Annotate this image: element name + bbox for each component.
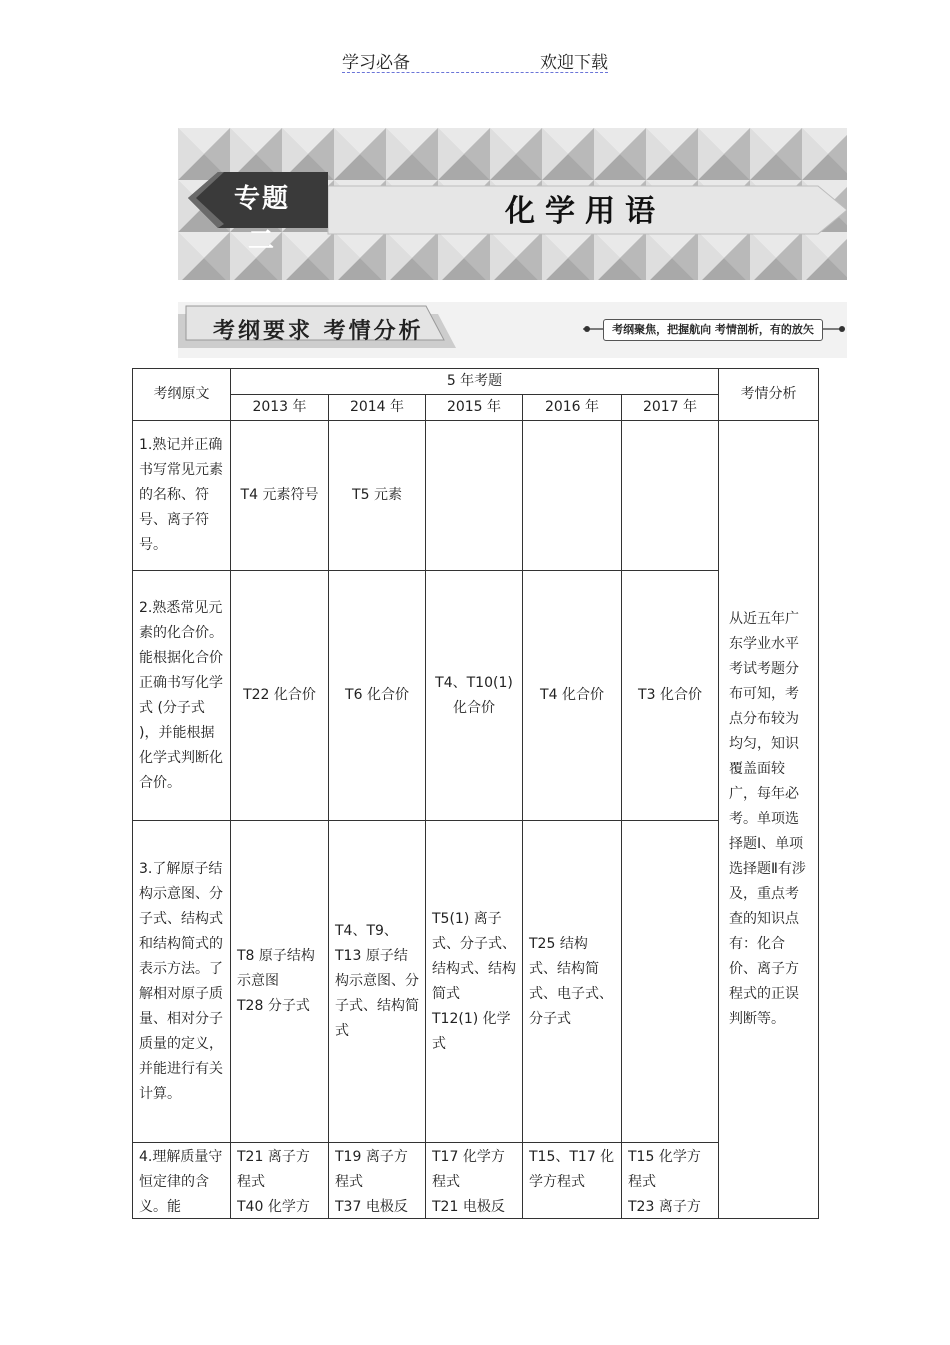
exam-analysis-table (132, 368, 819, 1219)
exam-cell: T25 结构式、结构简式、电子式、分子式 (523, 821, 622, 1143)
exam-cell: T3 化合价 (622, 571, 719, 821)
exam-cell (329, 1143, 426, 1219)
outline-cell: 2.熟悉常见元素的化合价。能根据化合价正确书写化学式 (分子式 )，并能根据化学式判断化合价。 (133, 571, 231, 821)
table-row (133, 571, 819, 821)
exam-cell: T4 元素符号 (231, 421, 329, 571)
header-left-text: 学习必备 (342, 53, 410, 73)
exam-text: T19 离子方程式 T37 电极反 (335, 1149, 408, 1215)
table-row (133, 821, 819, 1143)
exam-text: T15 化学方程式 T23 离子方 (628, 1149, 701, 1215)
exam-cell (523, 1143, 622, 1219)
section-tagline: 考纲聚焦，把握航向 考情剖析，有的放矢 (603, 319, 823, 341)
exam-cell (523, 421, 622, 571)
exam-cell (622, 1143, 719, 1219)
exam-text: T17 化学方程式 T21 电极反 (432, 1149, 505, 1215)
year-header: 2016 年 (523, 395, 622, 421)
outline-text: 4.理解质量守恒定律的含义。能 (139, 1149, 223, 1215)
header-five-year: 5 年考题 (231, 369, 719, 395)
exam-cell: T4 化合价 (523, 571, 622, 821)
year-header: 2017 年 (622, 395, 719, 421)
exam-cell: T8 原子结构示意图 T28 分子式 (231, 821, 329, 1143)
exam-cell (426, 1143, 523, 1219)
exam-cell (622, 421, 719, 571)
exam-text: T21 离子方程式 T40 化学方 (237, 1149, 310, 1215)
exam-cell: T5(1) 离子式、分子式、结构式、结构简式 T12(1) 化学式 (426, 821, 523, 1143)
table-row (133, 421, 819, 571)
year-header: 2014 年 (329, 395, 426, 421)
exam-cell: T4、T10(1) 化合价 (426, 571, 523, 821)
outline-cell: 1.熟记并正确书写常见元素的名称、符号、离子符号。 (133, 421, 231, 571)
exam-cell (622, 821, 719, 1143)
year-header: 2013 年 (231, 395, 329, 421)
exam-cell: T6 化合价 (329, 571, 426, 821)
analysis-cell: 从近五年广东学业水平考试考题分布可知，考点分布较为均匀，知识覆盖面较广，每年必考。单项选择题Ⅰ、单项选择题Ⅱ有涉及，重点考查的知识点有：化合价、离子方程式的正误判断等。 (719, 421, 819, 1219)
header-analysis: 考情分析 (719, 369, 819, 421)
year-header: 2015 年 (426, 395, 523, 421)
topic-title: 化学用语 (505, 194, 665, 229)
table-row (133, 1143, 819, 1219)
exam-cell (426, 421, 523, 571)
exam-cell: T5 元素 (329, 421, 426, 571)
outline-cell: 3.了解原子结构示意图、分子式、结构式和结构简式的表示方法。了解相对原子质量、相对分子质量的定义，并能进行有关计算。 (133, 821, 231, 1143)
exam-text: T15、T17 化学方程式 (529, 1149, 615, 1190)
exam-cell: T4、T9、T13 原子结构示意图、分子式、结构简式 (329, 821, 426, 1143)
header-outline: 考纲原文 (133, 369, 231, 421)
header-right-text: 欢迎下载 (540, 53, 608, 73)
outline-cell (133, 1143, 231, 1219)
section-title: 考纲要求 考情分析 (213, 318, 424, 344)
page-header (342, 48, 608, 73)
topic-label: 专题二 (233, 184, 290, 256)
exam-cell (231, 1143, 329, 1219)
exam-cell: T22 化合价 (231, 571, 329, 821)
